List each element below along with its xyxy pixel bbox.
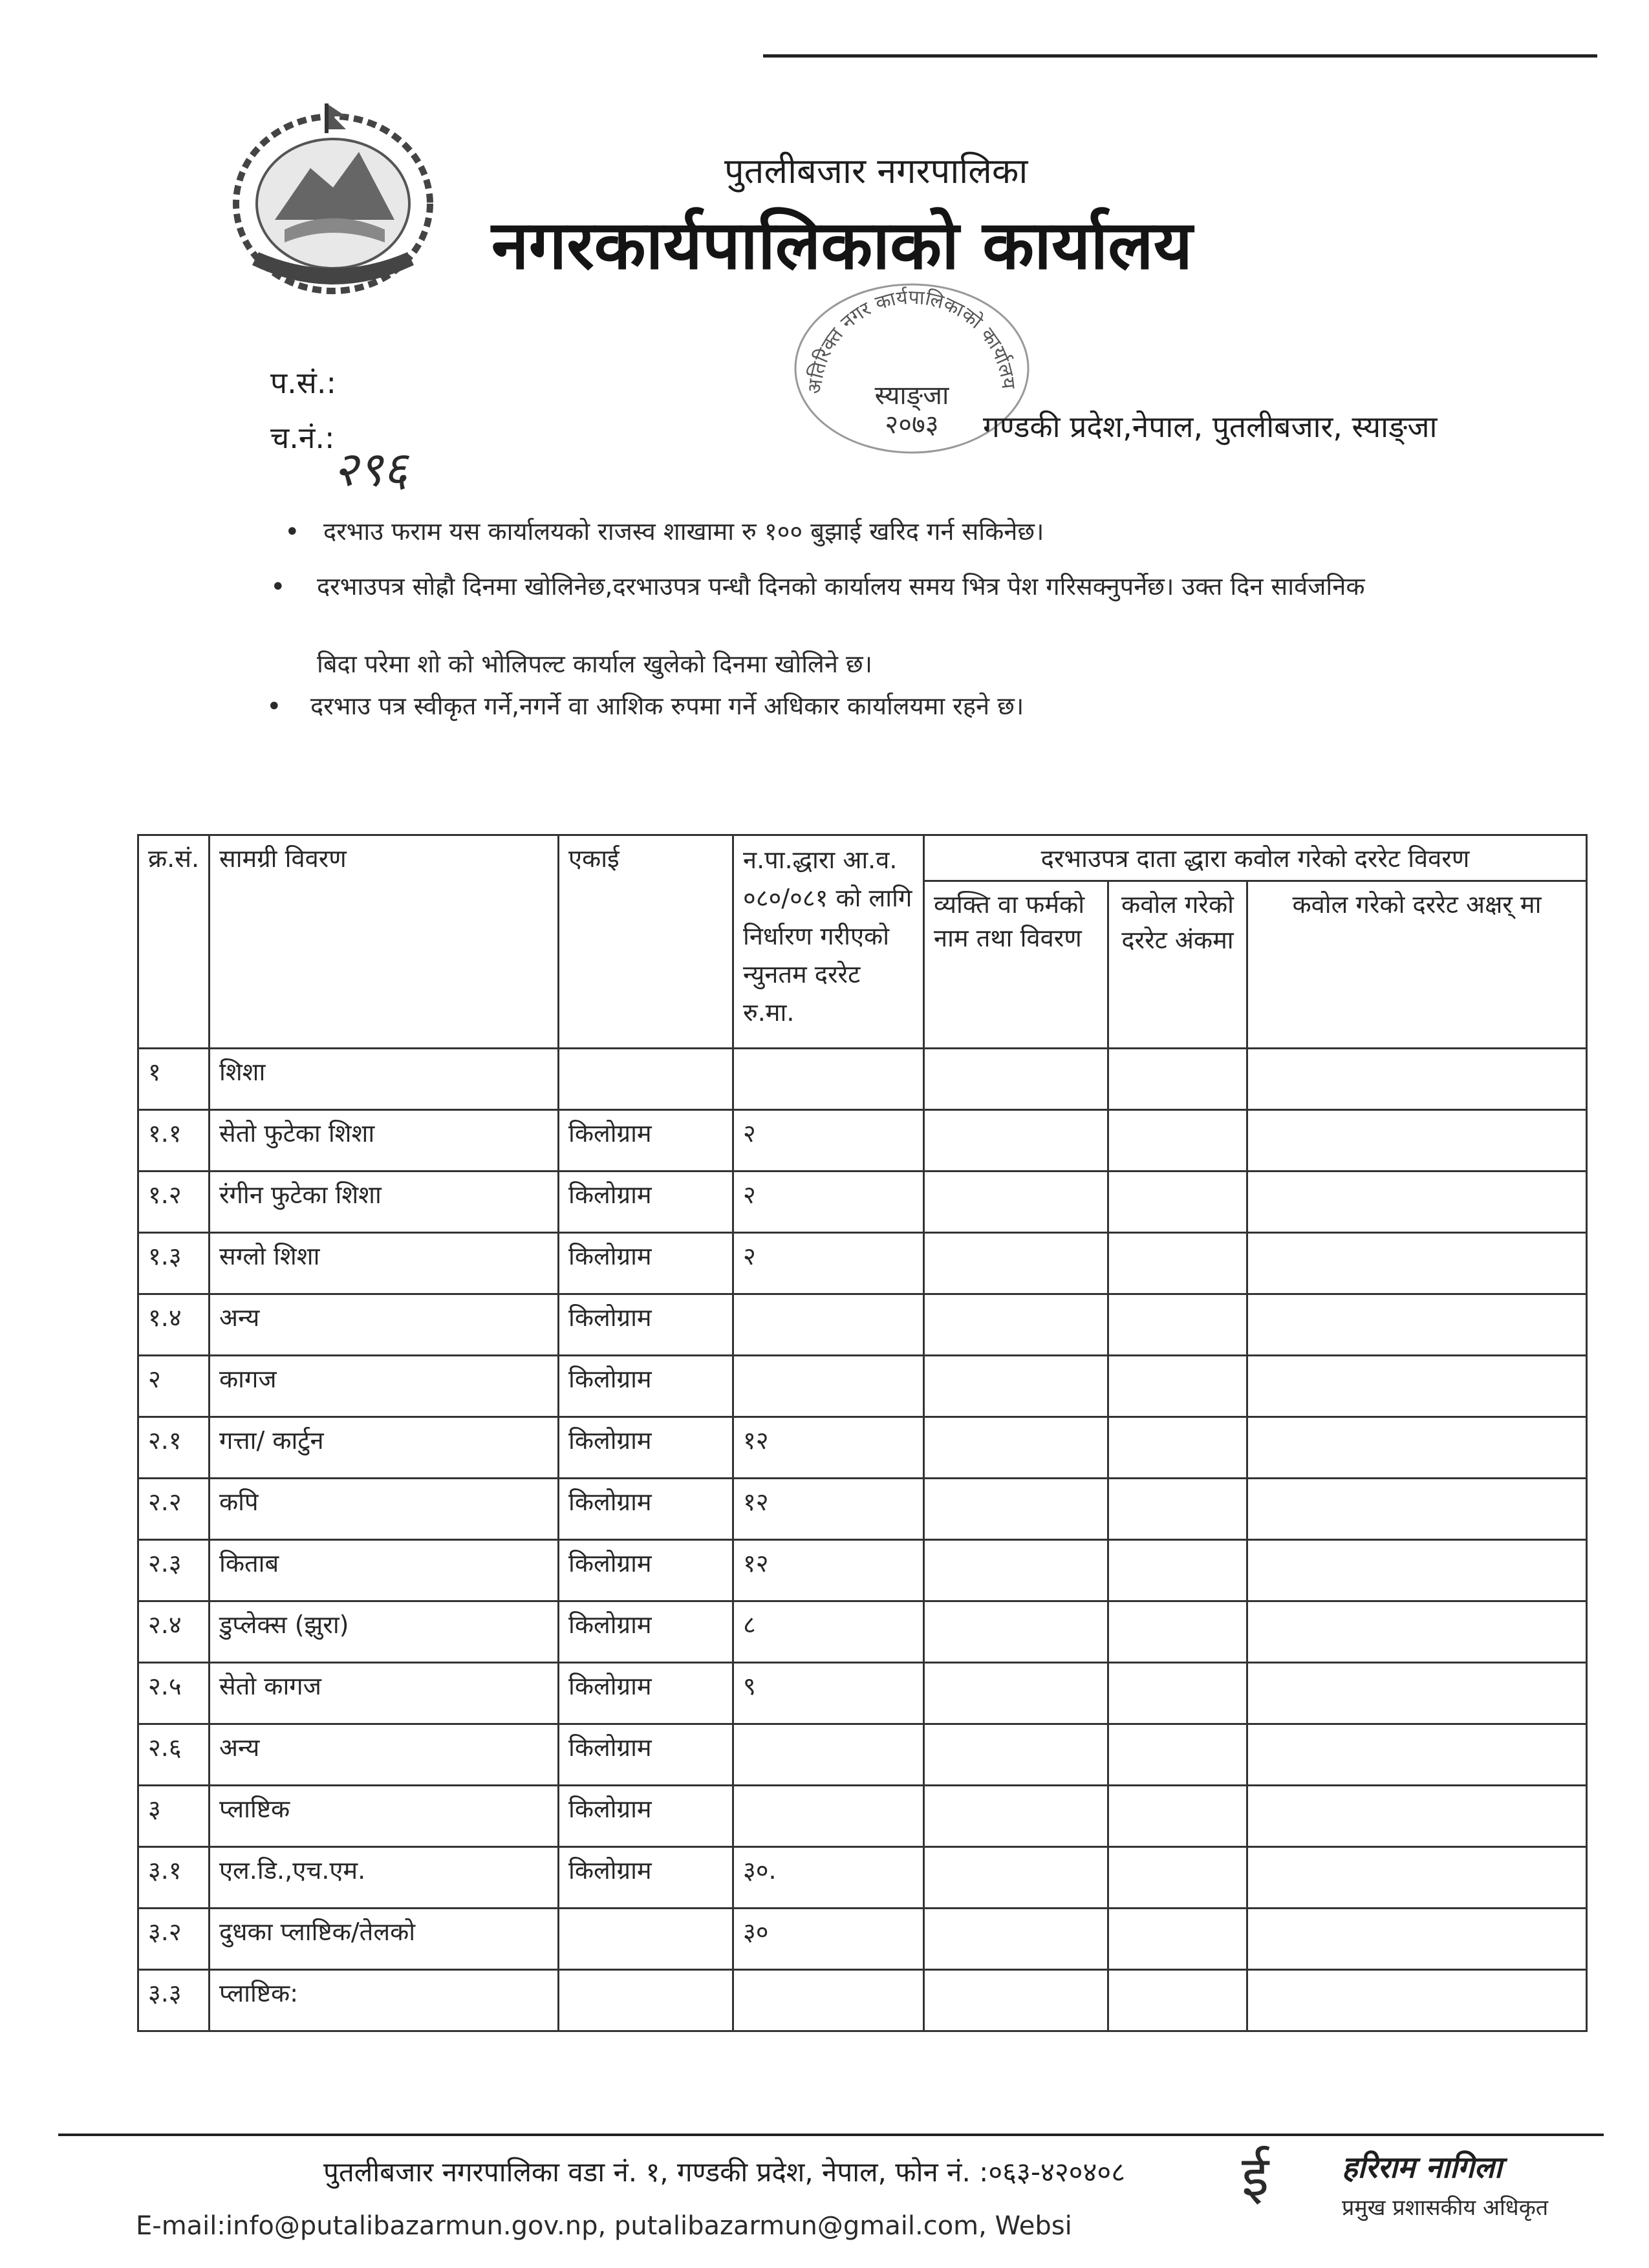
table-row: [138, 1847, 1587, 1909]
row-sn: ३.१: [138, 1847, 210, 1909]
row-rate-figure: [1108, 1540, 1247, 1601]
header-bidder-group: दरभाउपत्र दाता द्धारा कवोल गरेको दररेट विवरण: [924, 835, 1587, 881]
office-address: गण्डकी प्रदेश,नेपाल, पुतलीबजार, स्याङ्जा: [983, 409, 1438, 444]
row-min-rate: १२: [733, 1540, 924, 1601]
row-min-rate: २: [733, 1110, 924, 1171]
row-sn: १.३: [138, 1233, 210, 1294]
row-min-rate: [733, 1049, 924, 1110]
row-rate-figure: [1108, 1356, 1247, 1417]
svg-text:अतिरिक्त नगर कार्यपालिकाको कार: [804, 286, 1020, 395]
row-rate-figure: [1108, 1294, 1247, 1356]
table-row: [138, 1233, 1587, 1294]
signer-name: हरिराम नागिला: [1342, 2150, 1502, 2185]
row-bidder-name: [924, 1601, 1108, 1663]
bullet-icon: •: [266, 692, 282, 722]
row-item: डुप्लेक्स (झुरा): [210, 1601, 559, 1663]
row-item: किताब: [210, 1540, 559, 1601]
row-item: कपि: [210, 1479, 559, 1540]
row-unit: [559, 1970, 733, 2031]
row-min-rate: [733, 1294, 924, 1356]
row-item: अन्य: [210, 1294, 559, 1356]
nepal-emblem-icon: [213, 91, 453, 304]
stamp-arc-text: अतिरिक्त नगर कार्यपालिकाको कार्यालय: [803, 286, 1020, 395]
row-bidder-name: [924, 1356, 1108, 1417]
row-rate-figure: [1108, 1970, 1247, 2031]
header-bidder-name: व्यक्ति वा फर्मको नाम तथा विवरण: [924, 881, 1108, 1049]
row-bidder-name: [924, 1724, 1108, 1786]
stamp-line2: २०७३: [885, 410, 939, 440]
row-rate-figure: [1108, 1847, 1247, 1909]
table-row: [138, 1601, 1587, 1663]
signature-mark: ई: [1242, 2145, 1269, 2209]
row-bidder-name: [924, 1233, 1108, 1294]
row-unit: किलोग्राम: [559, 1847, 733, 1909]
row-bidder-name: [924, 1540, 1108, 1601]
row-min-rate: १२: [733, 1479, 924, 1540]
row-sn: १.१: [138, 1110, 210, 1171]
table-row: [138, 1724, 1587, 1786]
row-bidder-name: [924, 1294, 1108, 1356]
row-bidder-name: [924, 1110, 1108, 1171]
row-item: गत्ता/ कार्टुन: [210, 1417, 559, 1479]
row-item: रंगीन फुटेका शिशा: [210, 1171, 559, 1233]
table-row: [138, 1663, 1587, 1724]
row-sn: ३: [138, 1786, 210, 1847]
table-row: [138, 1970, 1587, 2031]
row-item: सेतो कागज: [210, 1663, 559, 1724]
row-item: शिशा: [210, 1049, 559, 1110]
row-item: कागज: [210, 1356, 559, 1417]
row-sn: १.२: [138, 1171, 210, 1233]
row-rate-words: [1247, 1233, 1587, 1294]
table-row: [138, 1540, 1587, 1601]
row-rate-words: [1247, 1479, 1587, 1540]
header-min-rate: न.पा.द्धारा आ.व. ०८०/०८१ को लागि निर्धारण गरीएको न्युनतम दररेट रु.मा.: [733, 835, 924, 1049]
bullet-icon: •: [285, 517, 300, 547]
chalani-number: २९६: [333, 442, 408, 497]
note-3: दरभाउ पत्र स्वीकृत गर्ने,नगर्ने वा आशिक रुपमा गर्ने अधिकार कार्यालयमा रहने छ।: [310, 692, 1024, 720]
row-item: दुधका प्लाष्टिक/तेलको: [210, 1909, 559, 1970]
row-rate-words: [1247, 1970, 1587, 2031]
header-rate-words: कवोल गरेको दररेट अक्षर् मा: [1247, 881, 1587, 1049]
row-sn: ३.२: [138, 1909, 210, 1970]
row-rate-figure: [1108, 1663, 1247, 1724]
row-sn: १: [138, 1049, 210, 1110]
row-sn: २.१: [138, 1417, 210, 1479]
row-sn: २.६: [138, 1724, 210, 1786]
row-rate-words: [1247, 1171, 1587, 1233]
row-rate-words: [1247, 1909, 1587, 1970]
row-item: सग्लो शिशा: [210, 1233, 559, 1294]
signer-title: प्रमुख प्रशासकीय अधिकृत: [1342, 2195, 1549, 2221]
table-row: [138, 1294, 1587, 1356]
row-rate-words: [1247, 1110, 1587, 1171]
row-bidder-name: [924, 1479, 1108, 1540]
row-min-rate: ९: [733, 1663, 924, 1724]
row-bidder-name: [924, 1909, 1108, 1970]
row-sn: २.४: [138, 1601, 210, 1663]
table-row: [138, 1417, 1587, 1479]
note-2: दरभाउपत्र सोह्रौ दिनमा खोलिनेछ,दरभाउपत्र पन्धौ दिनको कार्यालय समय भित्र पेश गरिसक्नुपर्नेछ। उक्त दिन सार्वजनिक: [317, 572, 1365, 601]
row-rate-figure: [1108, 1479, 1247, 1540]
office-title: नगरकार्यपालिकाको कार्यालय: [491, 206, 1193, 284]
table-row: [138, 1786, 1587, 1847]
row-rate-words: [1247, 1724, 1587, 1786]
row-unit: [559, 1909, 733, 1970]
table-row: [138, 1049, 1587, 1110]
row-item: सेतो फुटेका शिशा: [210, 1110, 559, 1171]
bullet-icon: •: [270, 572, 286, 602]
header-unit: एकाई: [559, 835, 733, 1049]
row-bidder-name: [924, 1663, 1108, 1724]
row-item: प्लाष्टिक: [210, 1786, 559, 1847]
row-sn: २.५: [138, 1663, 210, 1724]
row-unit: किलोग्राम: [559, 1663, 733, 1724]
row-rate-figure: [1108, 1171, 1247, 1233]
row-rate-figure: [1108, 1233, 1247, 1294]
table-row: [138, 1909, 1587, 1970]
office-name: पुतलीबजार नगरपालिका: [724, 151, 1028, 191]
row-rate-words: [1247, 1847, 1587, 1909]
row-bidder-name: [924, 1049, 1108, 1110]
row-rate-words: [1247, 1601, 1587, 1663]
row-rate-figure: [1108, 1724, 1247, 1786]
row-sn: ३.३: [138, 1970, 210, 2031]
row-unit: किलोग्राम: [559, 1294, 733, 1356]
row-unit: किलोग्राम: [559, 1171, 733, 1233]
top-rule: [763, 54, 1597, 58]
table-row: [138, 1479, 1587, 1540]
row-rate-words: [1247, 1663, 1587, 1724]
row-rate-figure: [1108, 1417, 1247, 1479]
row-min-rate: ३०: [733, 1909, 924, 1970]
row-sn: १.४: [138, 1294, 210, 1356]
footer-rule: [58, 2134, 1604, 2136]
row-rate-figure: [1108, 1909, 1247, 1970]
row-rate-figure: [1108, 1110, 1247, 1171]
row-unit: किलोग्राम: [559, 1786, 733, 1847]
row-min-rate: २: [733, 1171, 924, 1233]
row-unit: किलोग्राम: [559, 1601, 733, 1663]
row-unit: किलोग्राम: [559, 1479, 733, 1540]
row-unit: किलोग्राम: [559, 1110, 733, 1171]
row-unit: किलोग्राम: [559, 1356, 733, 1417]
row-unit: किलोग्राम: [559, 1417, 733, 1479]
table-row: [138, 1110, 1587, 1171]
row-unit: [559, 1049, 733, 1110]
row-min-rate: १२: [733, 1417, 924, 1479]
patra-sankhya-label: प.सं.:: [270, 365, 336, 400]
rate-table: [137, 834, 1588, 2032]
row-bidder-name: [924, 1786, 1108, 1847]
row-bidder-name: [924, 1417, 1108, 1479]
chalani-label: च.नं.:: [270, 420, 335, 455]
row-sn: २.२: [138, 1479, 210, 1540]
row-min-rate: ८: [733, 1601, 924, 1663]
row-min-rate: [733, 1356, 924, 1417]
stamp-line1: स्याङ्जा: [874, 381, 949, 411]
table-row: [138, 1356, 1587, 1417]
row-rate-figure: [1108, 1049, 1247, 1110]
row-unit: किलोग्राम: [559, 1724, 733, 1786]
row-rate-words: [1247, 1786, 1587, 1847]
row-rate-figure: [1108, 1786, 1247, 1847]
row-min-rate: २: [733, 1233, 924, 1294]
row-item: एल.डि.,एच.एम.: [210, 1847, 559, 1909]
row-min-rate: ३०.: [733, 1847, 924, 1909]
row-min-rate: [733, 1970, 924, 2031]
row-rate-words: [1247, 1356, 1587, 1417]
footer-email: E-mail:info@putalibazarmun.gov.np, putalibazarmun@gmail.com, Websi: [136, 2211, 1072, 2241]
row-rate-figure: [1108, 1601, 1247, 1663]
row-min-rate: [733, 1786, 924, 1847]
row-min-rate: [733, 1724, 924, 1786]
row-item: प्लाष्टिक:: [210, 1970, 559, 2031]
note-1: दरभाउ फराम यस कार्यालयको राजस्व शाखामा रु १०० बुझाई खरिद गर्न सकिनेछ।: [323, 517, 1044, 546]
row-rate-words: [1247, 1540, 1587, 1601]
row-sn: २.३: [138, 1540, 210, 1601]
row-rate-words: [1247, 1294, 1587, 1356]
header-item: सामग्री विवरण: [210, 835, 559, 1049]
row-bidder-name: [924, 1847, 1108, 1909]
row-rate-words: [1247, 1417, 1587, 1479]
header-rate-figure: कवोल गरेको दररेट अंकमा: [1108, 881, 1247, 1049]
row-sn: २: [138, 1356, 210, 1417]
table-row: [138, 1171, 1587, 1233]
header-sn: क्र.सं.: [138, 835, 210, 1049]
row-rate-words: [1247, 1049, 1587, 1110]
row-bidder-name: [924, 1970, 1108, 2031]
row-bidder-name: [924, 1171, 1108, 1233]
row-item: अन्य: [210, 1724, 559, 1786]
footer-address: पुतलीबजार नगरपालिका वडा नं. १, गण्डकी प्रदेश, नेपाल, फोन नं. :०६३-४२०४०८: [323, 2156, 1126, 2188]
row-unit: किलोग्राम: [559, 1540, 733, 1601]
note-2-continued: बिदा परेमा शो को भोलिपल्ट कार्याल खुलेको दिनमा खोलिने छ।: [317, 650, 873, 678]
row-unit: किलोग्राम: [559, 1233, 733, 1294]
